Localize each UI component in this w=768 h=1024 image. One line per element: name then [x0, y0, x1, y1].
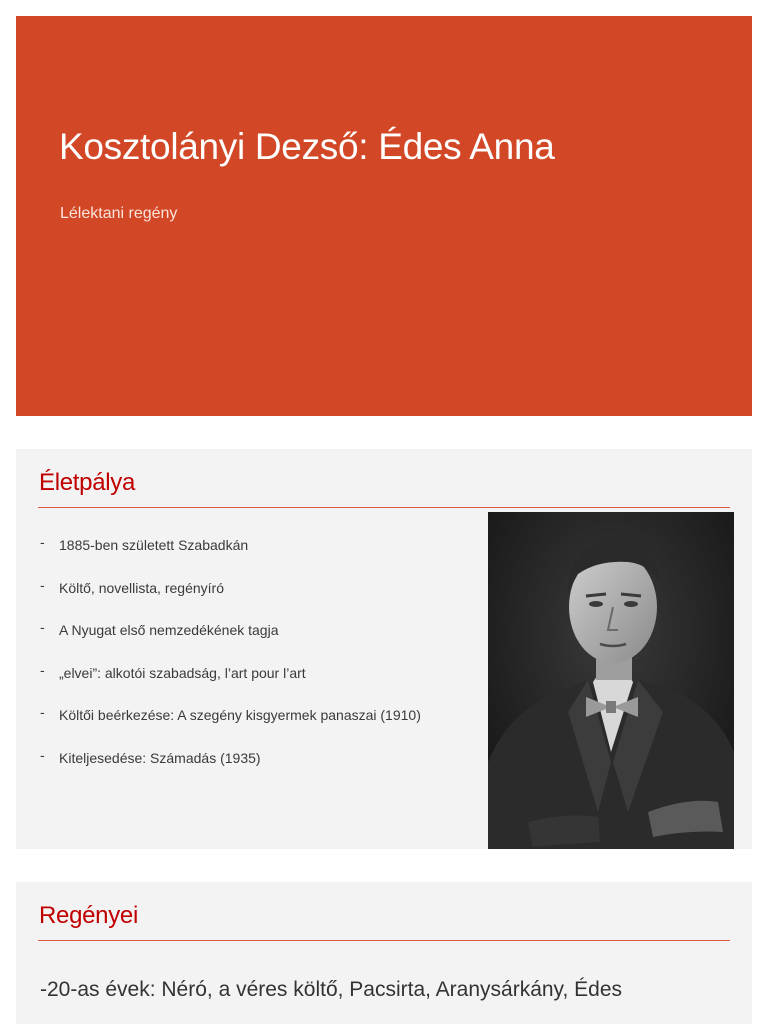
bullet-dash: - [40, 661, 45, 678]
biography-bullet-list [40, 535, 480, 790]
bullet-dash: - [40, 619, 45, 635]
bullet-dash: - [40, 746, 45, 763]
list-item [40, 663, 480, 706]
novels-slide [16, 882, 752, 1024]
bullet-dash: - [40, 576, 45, 593]
bullet-text: „elvei”: alkotói szabadság, l’art pour l’art [59, 664, 306, 681]
bullet-text: 1885-ben született Szabadkán [59, 537, 249, 553]
bullet-text: Kiteljesedése: Számadás (1935) [59, 749, 261, 766]
heading-divider [38, 507, 730, 508]
novels-heading: Regényei [39, 902, 139, 929]
novels-text: -20-as évek: Néró, a véres költő, Pacsirta, Aranysárkány, Édes [40, 978, 623, 1001]
biography-slide [16, 449, 752, 849]
slide-subtitle: Lélektani regény [60, 205, 178, 222]
bullet-dash: - [40, 704, 45, 720]
list-item [40, 620, 480, 663]
slide-title: Kosztolányi Dezső: Édes Anna [59, 126, 555, 167]
bullet-dash: - [40, 534, 45, 550]
bullet-text: A Nyugat első nemzedékének tagja [59, 622, 279, 638]
heading-divider [38, 940, 730, 941]
author-portrait-photo [488, 512, 734, 849]
list-item [40, 705, 480, 748]
list-item [40, 748, 480, 791]
list-item [40, 578, 480, 621]
title-slide [16, 16, 752, 416]
list-item [40, 535, 480, 578]
bullet-text: Költő, novellista, regényíró [59, 579, 224, 596]
bullet-text: Költői beérkezése: A szegény kisgyermek panaszai (1910) [59, 707, 421, 723]
biography-heading: Életpálya [39, 469, 136, 496]
